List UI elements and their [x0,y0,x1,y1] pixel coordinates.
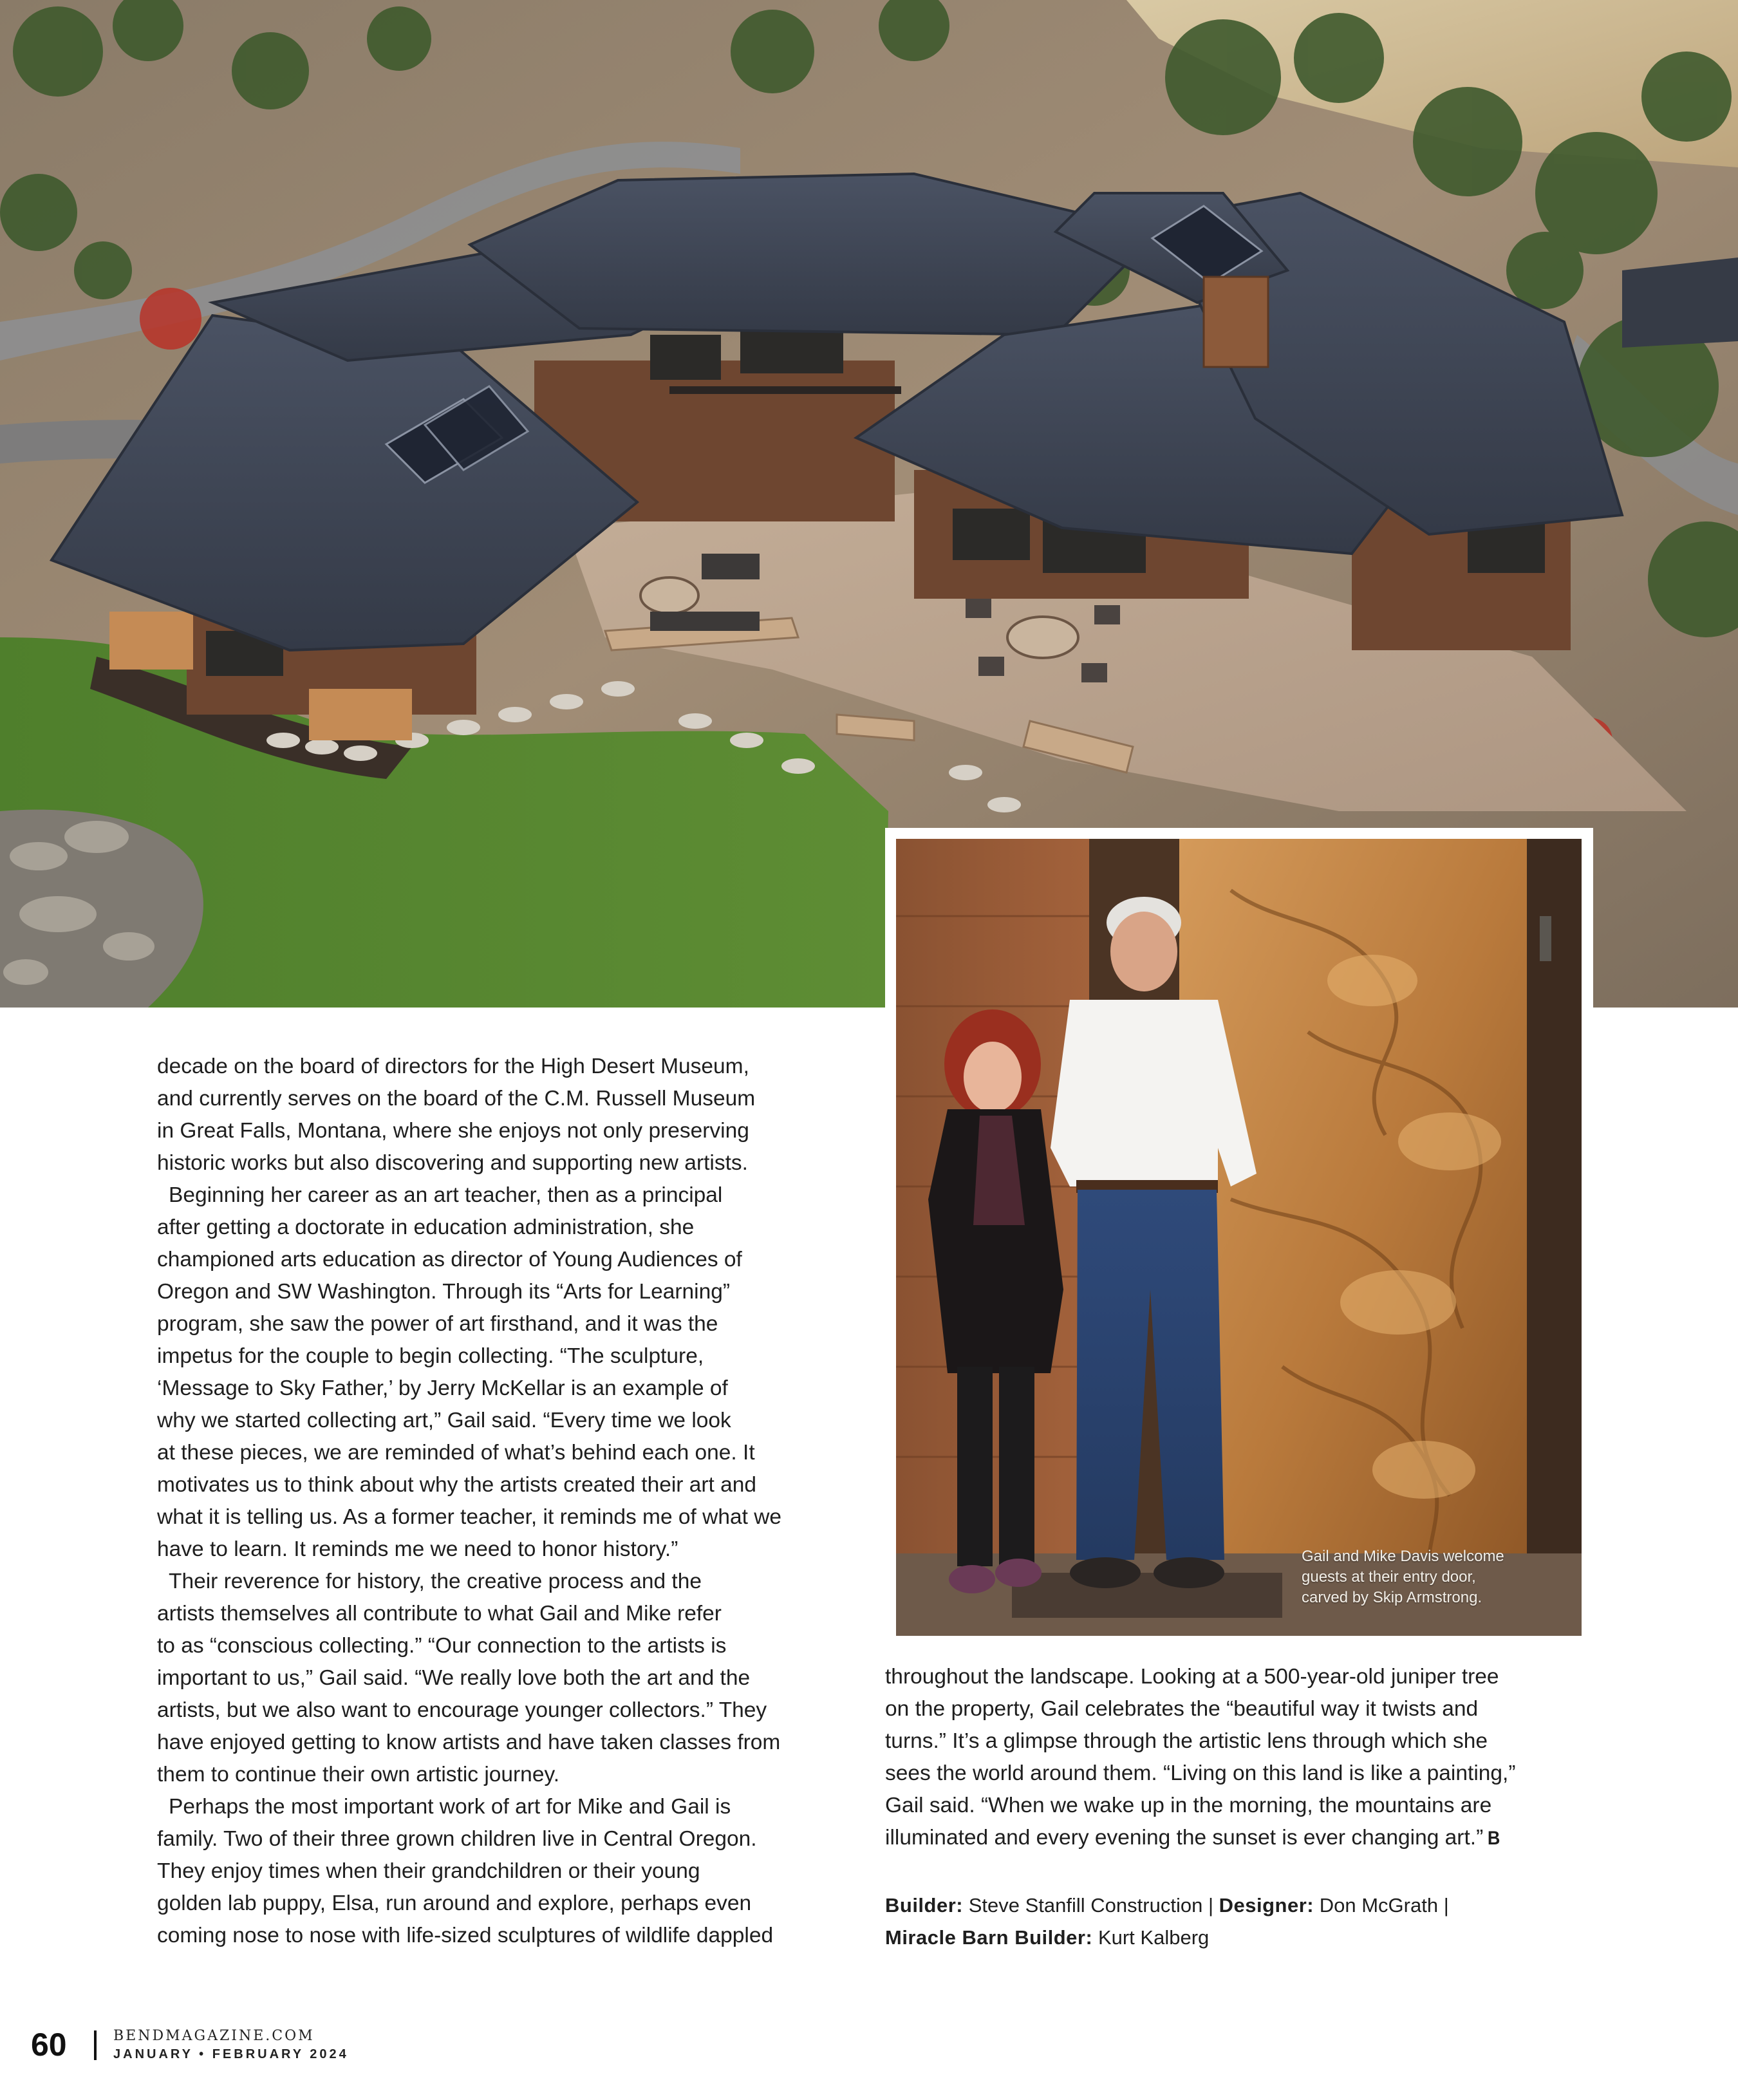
body-line: after getting a doctorate in education administration, she [157,1215,695,1239]
body-line: have enjoyed getting to know artists and have taken classes from [157,1730,781,1754]
body-line: illuminated and every evening the sunset is ever changing art.” [885,1826,1484,1850]
photo-caption [1302,1546,1546,1608]
body-line: turns.” It’s a glimpse through the artistic lens through which she [885,1729,1488,1753]
body-line: important to us,” Gail said. “We really love both the art and the [157,1666,751,1690]
body-last-line [885,1822,1587,1854]
caption-line: Gail and Mike Davis welcome [1302,1548,1504,1565]
barn-builder-label: Miracle Barn Builder: [885,1926,1093,1949]
body-line: program, she saw the power of art firsthand, and it was the [157,1312,718,1336]
designer-name: Don McGrath [1319,1894,1439,1917]
body-line: coming nose to nose with life-sized sculptures of wildlife dappled [157,1924,774,1947]
magazine-issue: JANUARY • FEBRUARY 2024 [113,2047,349,2061]
body-line: championed arts education as director of Young Audiences of [157,1248,742,1271]
body-line: artists themselves all contribute to what Gail and Mike refer [157,1602,722,1626]
body-line: decade on the board of directors for the High Desert Museum, [157,1055,749,1078]
credits-separator: | [1208,1894,1214,1917]
caption-line: guests at their entry door, [1302,1568,1476,1586]
designer-label: Designer: [1219,1894,1314,1917]
caption-line: carved by Skip Armstrong. [1302,1589,1482,1606]
body-line: and currently serves on the board of the C.M. Russell Museum [157,1087,756,1111]
body-line: Perhaps the most important work of art for Mike and Gail is [169,1795,731,1819]
body-line: in Great Falls, Montana, where she enjoys not only preserving [157,1119,749,1143]
credits-separator: | [1443,1894,1449,1917]
body-line: have to learn. It reminds me we need to honor history.” [157,1537,678,1561]
builder-label: Builder: [885,1894,964,1917]
body-line: impetus for the couple to begin collecting. “The sculpture, [157,1344,704,1368]
body-line: They enjoy times when their grandchildren or their young [157,1859,700,1883]
body-line: Gail said. “When we wake up in the morning, the mountains are [885,1794,1492,1817]
body-line: them to continue their own artistic journey. [157,1763,560,1786]
barn-builder-name: Kurt Kalberg [1098,1926,1210,1949]
body-line: Beginning her career as an art teacher, then as a principal [169,1183,723,1207]
body-line: golden lab puppy, Elsa, run around and explore, perhaps even [157,1891,752,1915]
body-line: motivates us to think about why the artists created their art and [157,1473,757,1497]
portrait-photo [896,839,1582,1636]
body-line: Their reverence for history, the creative process and the [169,1570,702,1593]
footer-divider [94,2030,97,2060]
body-line: what it is telling us. As a former teacher, it reminds me of what we [157,1505,782,1529]
body-line: Oregon and SW Washington. Through its “Arts for Learning” [157,1280,731,1304]
end-mark-logo: B [1488,1828,1499,1849]
body-line: to as “conscious collecting.” “Our connection to the artists is [157,1634,727,1658]
credits-line-1 [885,1889,1593,1922]
body-line: on the property, Gail celebrates the “beautiful way it twists and [885,1697,1479,1721]
magazine-site: BENDMAGAZINE.COM [113,2028,315,2044]
article-column-right [885,1661,1587,1854]
builder-name: Steve Stanfill Construction [968,1894,1203,1917]
page-number: 60 [31,2027,67,2063]
body-line: throughout the landscape. Looking at a 500-year-old juniper tree [885,1665,1499,1689]
credits-line-2 [885,1922,1593,1954]
body-line: historic works but also discovering and supporting new artists. [157,1151,748,1175]
body-line: sees the world around them. “Living on this land is like a painting,” [885,1761,1516,1785]
body-line: ‘Message to Sky Father,’ by Jerry McKellar is an example of [157,1376,728,1400]
body-line: at these pieces, we are reminded of what’s behind each one. It [157,1441,755,1465]
body-line: artists, but we also want to encourage younger collectors.” They [157,1698,767,1722]
body-line: why we started collecting art,” Gail said. “Every time we look [157,1409,731,1432]
body-line: family. Two of their three grown children live in Central Oregon. [157,1827,757,1851]
credits [885,1889,1593,1954]
article-column-left [157,1051,859,1952]
